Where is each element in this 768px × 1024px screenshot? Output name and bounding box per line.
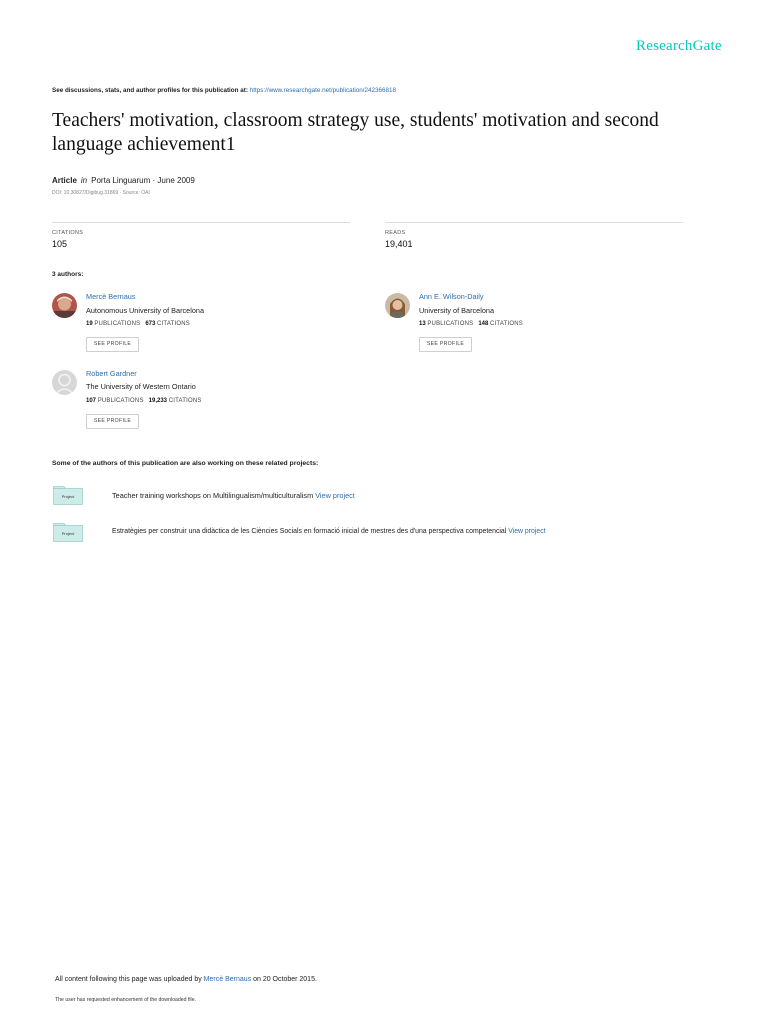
- uploader-link[interactable]: Mercè Bernaus: [203, 976, 252, 983]
- citations-label: CITATIONS: [490, 321, 523, 327]
- researchgate-logo[interactable]: ResearchGate: [636, 38, 722, 54]
- publications-count: 13: [419, 321, 426, 327]
- view-project-link[interactable]: View project: [315, 491, 355, 500]
- publications-count: 107: [86, 398, 97, 404]
- citations-label: CITATIONS: [157, 321, 190, 327]
- article-meta: [52, 176, 195, 185]
- publications-label: PUBLICATIONS: [97, 398, 144, 404]
- author-institution: Autonomous University of Barcelona: [86, 306, 205, 315]
- reads-divider: [385, 222, 683, 223]
- author-photo-icon: [52, 293, 77, 318]
- journal-name: Porta Linguarum: [91, 176, 151, 185]
- in-word: in: [80, 176, 88, 185]
- publications-count: 19: [86, 321, 93, 327]
- project-item: [112, 491, 355, 500]
- publications-label: PUBLICATIONS: [94, 321, 141, 327]
- upload-prefix: All content following this page was uploaded by: [55, 976, 202, 983]
- related-projects-heading: Some of the authors of this publication are also working on these related projects:: [52, 460, 319, 467]
- see-text: See discussions, stats, and author profiles for this publication at:: [52, 87, 248, 94]
- avatar-merce-bernaus[interactable]: [52, 293, 77, 318]
- authors-heading: 3 authors:: [52, 271, 84, 278]
- author-institution: University of Barcelona: [419, 306, 495, 315]
- default-avatar-icon: [52, 370, 77, 395]
- see-profile-button[interactable]: SEE PROFILE: [86, 414, 139, 429]
- see-profile-button[interactable]: SEE PROFILE: [419, 337, 472, 352]
- citations-value: 105: [52, 239, 68, 249]
- project-item: [112, 528, 546, 535]
- discussion-line: [52, 87, 396, 94]
- author-stats: [86, 321, 190, 327]
- project-title: Estratègies per construir una didàctica de les Ciències Socials en formació inicial de mestres des d'una perspectiva competencial: [112, 528, 507, 535]
- publication-url-link[interactable]: https://www.researchgate.net/publication/242366818: [249, 87, 397, 94]
- view-project-link[interactable]: View project: [508, 528, 546, 535]
- publication-date: · June 2009: [152, 176, 195, 185]
- project-folder-icon: [53, 486, 83, 505]
- author-name-link[interactable]: Robert Gardner: [86, 369, 137, 378]
- project-folder-icon: [53, 523, 83, 542]
- citations-count: 673: [145, 321, 156, 327]
- upload-notice: [55, 976, 317, 983]
- author-name-link[interactable]: Ann E. Wilson-Daily: [419, 292, 484, 301]
- author-stats: [419, 321, 523, 327]
- article-title: Teachers' motivation, classroom strategy use, students' motivation and second language achievement1: [52, 110, 659, 155]
- author-stats: [86, 398, 202, 404]
- citations-label: CITATIONS: [52, 230, 84, 236]
- reads-value: 19,401: [385, 239, 413, 249]
- citations-divider: [52, 222, 350, 223]
- author-institution: The University of Western Ontario: [86, 382, 196, 391]
- upload-date: on 20 October 2015.: [253, 976, 317, 983]
- author-photo-icon: [385, 293, 410, 318]
- citations-label: CITATIONS: [168, 398, 202, 404]
- citations-count: 19,233: [148, 398, 168, 404]
- doi-line: DOI: 10.30827/Digibug.31869 · Source: OAI: [52, 190, 150, 196]
- article-type: Article: [52, 176, 77, 185]
- author-name-link[interactable]: Mercè Bernaus: [86, 292, 136, 301]
- publications-label: PUBLICATIONS: [427, 321, 474, 327]
- enhancement-note: The user has requested enhancement of the downloaded file.: [55, 997, 197, 1003]
- avatar-robert-gardner[interactable]: [52, 370, 77, 395]
- citations-count: 148: [478, 321, 489, 327]
- avatar-ann-wilson-daily[interactable]: [385, 293, 410, 318]
- project-icon-label: Project: [61, 494, 75, 499]
- reads-label: READS: [385, 230, 406, 236]
- project-icon-label: Project: [61, 531, 75, 536]
- project-title: Teacher training workshops on Multilingualism/multiculturalism: [112, 491, 314, 500]
- see-profile-button[interactable]: SEE PROFILE: [86, 337, 139, 352]
